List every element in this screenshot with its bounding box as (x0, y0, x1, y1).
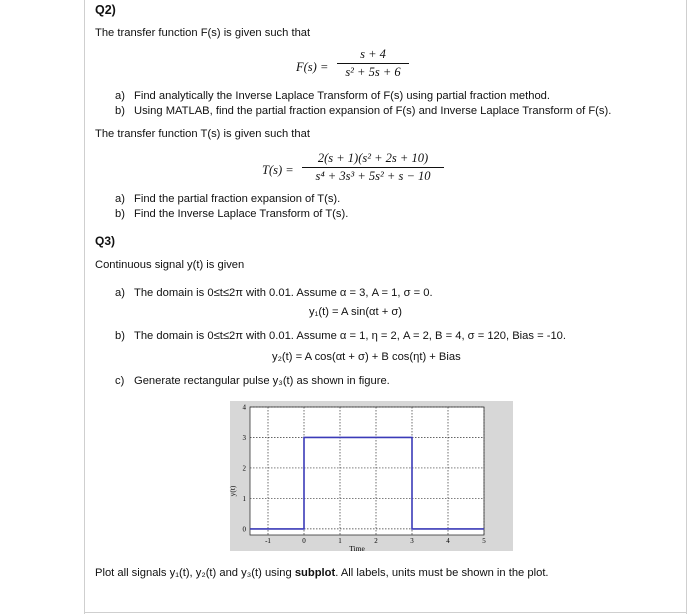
x-tick-label: -1 (265, 537, 271, 545)
f-numerator: s + 4 (360, 47, 386, 61)
q2-b-letter: b) (115, 105, 125, 117)
f-fraction (337, 47, 409, 80)
q2-ta-letter: a) (115, 193, 125, 205)
x-tick-label: 3 (410, 537, 414, 545)
chart-plot-area (250, 407, 484, 535)
y-tick-label: 4 (242, 403, 246, 412)
x-tick-label: 4 (446, 537, 450, 545)
t-numerator: 2(s + 1)(s² + 2s + 10) (317, 151, 429, 165)
t-denominator: s⁴ + 3s³ + 5s² + s − 10 (315, 169, 431, 183)
q3-intro: Continuous signal y(t) is given (95, 259, 245, 271)
t-fraction (302, 151, 444, 184)
q3-c-text: Generate rectangular pulse y₃(t) as shown in figure. (134, 375, 390, 387)
t-lhs: T(s) = (262, 163, 294, 177)
x-tick-label: 5 (482, 537, 486, 545)
f-denominator: s² + 5s + 6 (345, 65, 401, 79)
q3-heading: Q3) (95, 234, 116, 248)
q2-b-text: Using MATLAB, find the partial fraction expansion of F(s) and Inverse Laplace Transform of F(s). (134, 105, 612, 117)
q2-tb-letter: b) (115, 208, 125, 220)
y2-equation: y₂(t) = A cos(αt + σ) + B cos(ηt) + Bias (272, 351, 461, 363)
footer-post: . All labels, units must be shown in the plot. (335, 567, 549, 579)
q3-c-letter: c) (115, 375, 125, 387)
q2-intro: The transfer function F(s) is given such that (95, 27, 311, 39)
q3-b-letter: b) (115, 330, 125, 342)
y-tick-label: 2 (242, 464, 246, 473)
x-tick-label: 0 (302, 537, 306, 545)
y-tick-label: 1 (242, 494, 246, 503)
y1-equation: y₁(t) = A sin(αt + σ) (309, 306, 402, 318)
footer-pre: Plot all signals y₁(t), y₂(t) and y₃(t) using (95, 567, 295, 579)
footer-bold: subplot (294, 567, 336, 579)
chart-ylabel: y(t) (228, 485, 237, 497)
chart-xlabel: Time (349, 544, 365, 553)
x-tick-label: 1 (338, 537, 342, 545)
page-border-bottom (84, 612, 687, 613)
q3-b-text: The domain is 0≤t≤2π with 0.01. Assume α = 1, η = 2, A = 2, B = 4, σ = 120, Bias = -10. (134, 330, 567, 342)
f-lhs: F(s) = (296, 60, 329, 74)
x-tick-label: 2 (374, 537, 378, 545)
y-tick-label: 3 (242, 433, 246, 442)
q2-heading: Q2) (95, 3, 116, 17)
q3-a-text: The domain is 0≤t≤2π with 0.01. Assume α = 3, A = 1, σ = 0. (134, 287, 433, 299)
q3-a-letter: a) (115, 287, 125, 299)
q2-intro2: The transfer function T(s) is given such that (95, 128, 310, 140)
pulse-chart (0, 395, 700, 555)
q2-ta-text: Find the partial fraction expansion of T(s). (134, 193, 341, 205)
q3-footer (95, 567, 549, 579)
y-tick-label: 0 (242, 525, 246, 534)
q2-tb-text: Find the Inverse Laplace Transform of T(s). (134, 208, 349, 220)
q2-a-text: Find analytically the Inverse Laplace Transform of F(s) using partial fraction method. (134, 90, 550, 102)
q2-a-letter: a) (115, 90, 125, 102)
